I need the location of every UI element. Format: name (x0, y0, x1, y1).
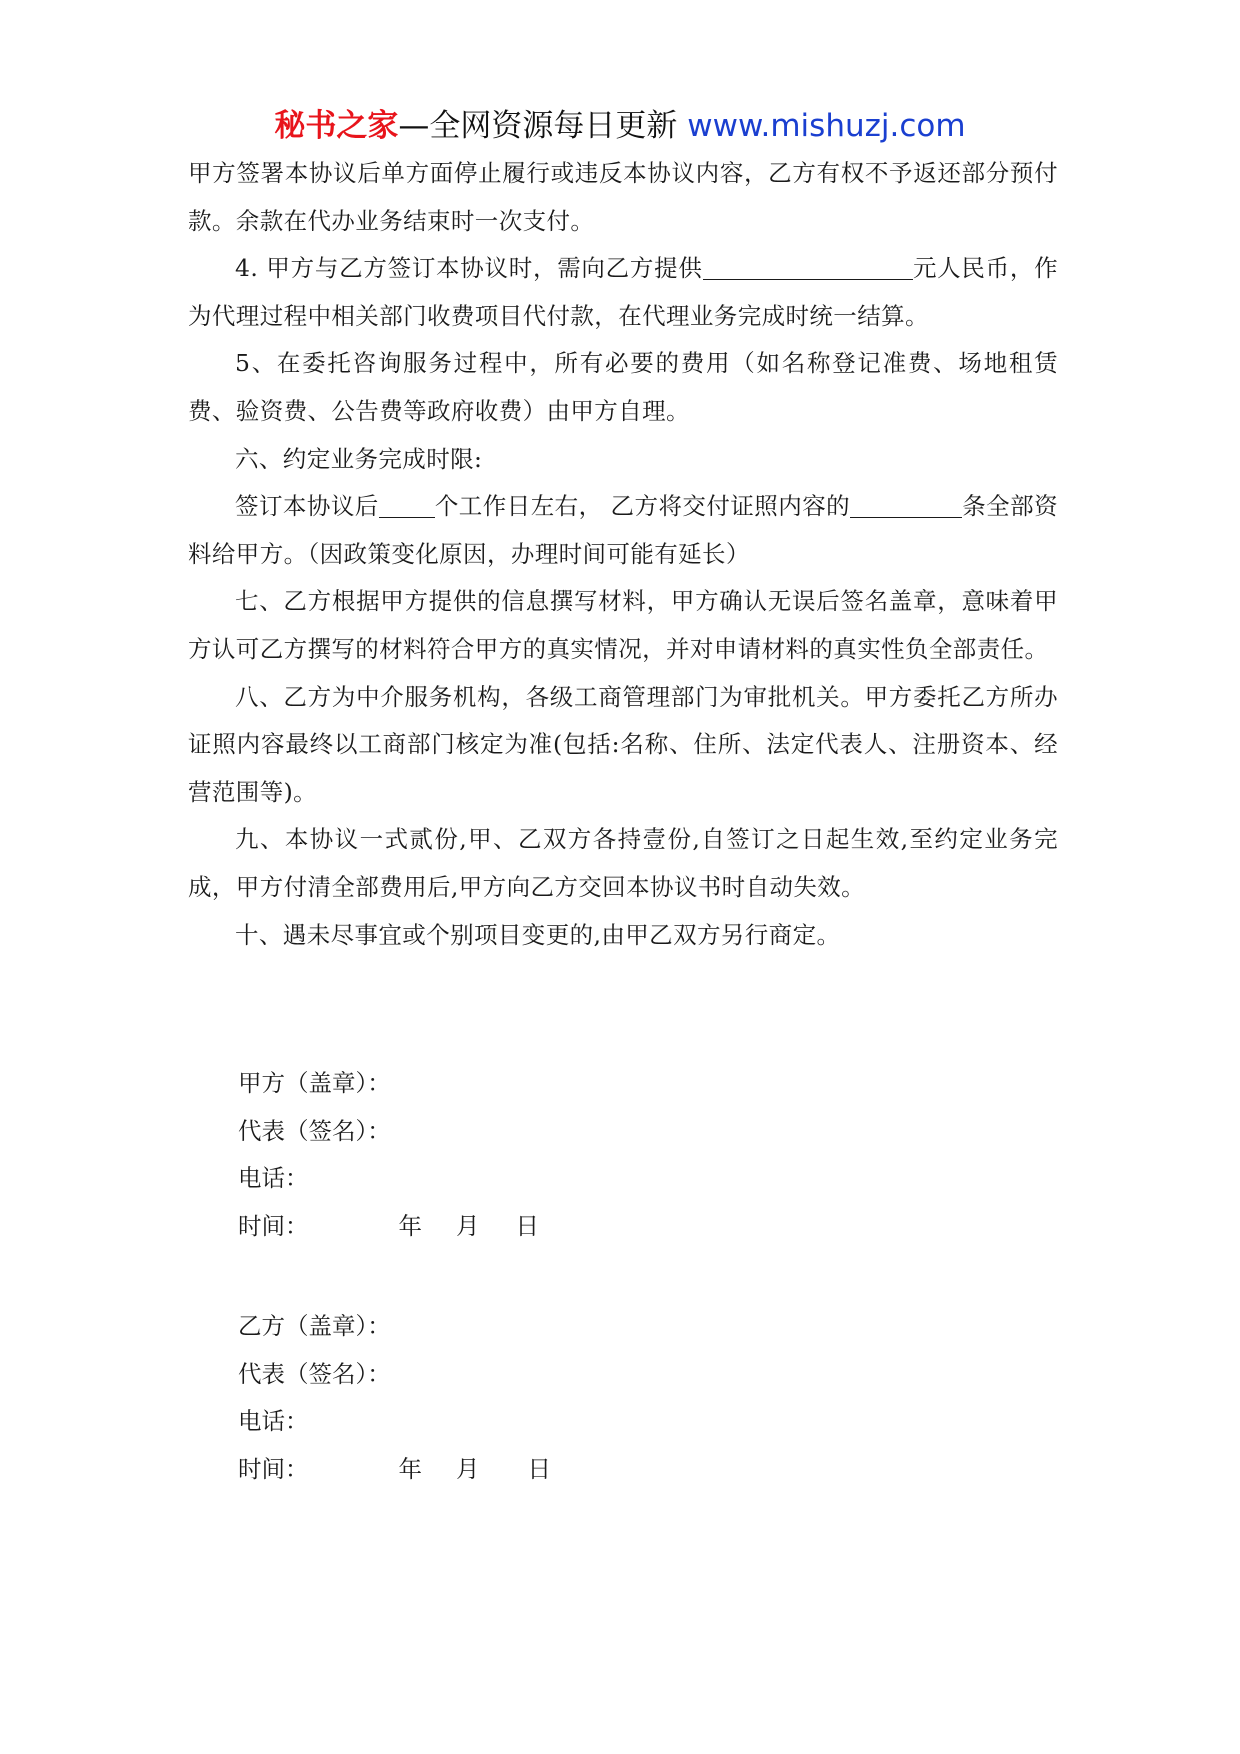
paragraph-4-text-b: 元人民币，作为代理过程中相关部门收费项目代付款，在代理业务完成时统一结算。 (188, 254, 1059, 330)
party-a-date-row (238, 1203, 539, 1251)
party-b-date-row (238, 1446, 551, 1494)
section-9: 九、本协议一式贰份,甲、乙双方各持壹份,自签订之日起生效,至约定业务完成，甲方付清全部费用后,甲方向乙方交回本协议书时自动失效。 (188, 825, 1058, 901)
workdays-blank[interactable] (379, 494, 435, 519)
party-a-signature-block (238, 1060, 539, 1250)
section-10: 十、遇未尽事宜或个别项目变更的,由甲乙双方另行商定。 (235, 920, 841, 949)
party-b-phone: 电话： (238, 1407, 309, 1436)
party-b-seal: 乙方（盖章）： (238, 1312, 391, 1340)
party-b-representative: 代表（签名）： (238, 1359, 391, 1388)
page-header (0, 104, 1240, 148)
party-b-day: 日 (527, 1454, 551, 1483)
party-b-time-label: 时间： (238, 1454, 309, 1483)
party-a-day: 日 (515, 1211, 539, 1240)
paragraph-4-text-a: 4. 甲方与乙方签订本协议时，需向乙方提供 (235, 254, 703, 283)
section-6-heading: 六、约定业务完成时限: (235, 444, 483, 473)
party-a-phone: 电话： (238, 1164, 309, 1193)
brand-name: 秘书之家 (274, 108, 399, 144)
section-6-text-a: 签订本协议后 (235, 492, 379, 521)
site-link[interactable]: www.mishuzj.com (687, 108, 966, 144)
party-b-signature-block (238, 1303, 551, 1493)
party-b-month: 月 (456, 1454, 480, 1483)
party-b-year: 年 (398, 1454, 422, 1483)
party-a-time-label: 时间： (238, 1211, 309, 1240)
section-6-text (188, 483, 1058, 578)
amount-blank[interactable] (703, 256, 913, 281)
party-a-year: 年 (398, 1211, 422, 1240)
paragraph-prepayment: 甲方签署本协议后单方面停止履行或违反本协议内容，乙方有权不予返还部分预付款。余款在代办业务结束时一次支付。 (188, 159, 1058, 235)
header-slogan: —全网资源每日更新 (398, 108, 688, 144)
item-count-blank[interactable] (850, 494, 962, 519)
section-6-text-b: 个工作日左右， 乙方将交付证照内容的 (434, 492, 851, 521)
party-a-seal: 甲方（盖章）： (238, 1069, 391, 1097)
party-a-representative: 代表（签名）： (238, 1116, 391, 1145)
paragraph-4 (188, 245, 1058, 340)
party-a-month: 月 (456, 1211, 480, 1240)
section-8: 八、乙方为中介服务机构，各级工商管理部门为审批机关。甲方委托乙方所办证照内容最终以工商部门核定为准(包括:名称、住所、法定代表人、注册资本、经营范围等)。 (188, 682, 1058, 806)
paragraph-5: 5、在委托咨询服务过程中，所有必要的费用（如名称登记准费、场地租赁费、验资费、公告费等政府收费）由甲方自理。 (188, 349, 1058, 425)
section-7: 七、乙方根据甲方提供的信息撰写材料，甲方确认无误后签名盖章，意味着甲方认可乙方撰写的材料符合甲方的真实情况，并对申请材料的真实性负全部责任。 (188, 587, 1058, 663)
section-6-text-c: 条全部资料给甲方。（因政策变化原因，办理时间可能有延长） (188, 492, 1058, 568)
agreement-body (188, 150, 1058, 959)
